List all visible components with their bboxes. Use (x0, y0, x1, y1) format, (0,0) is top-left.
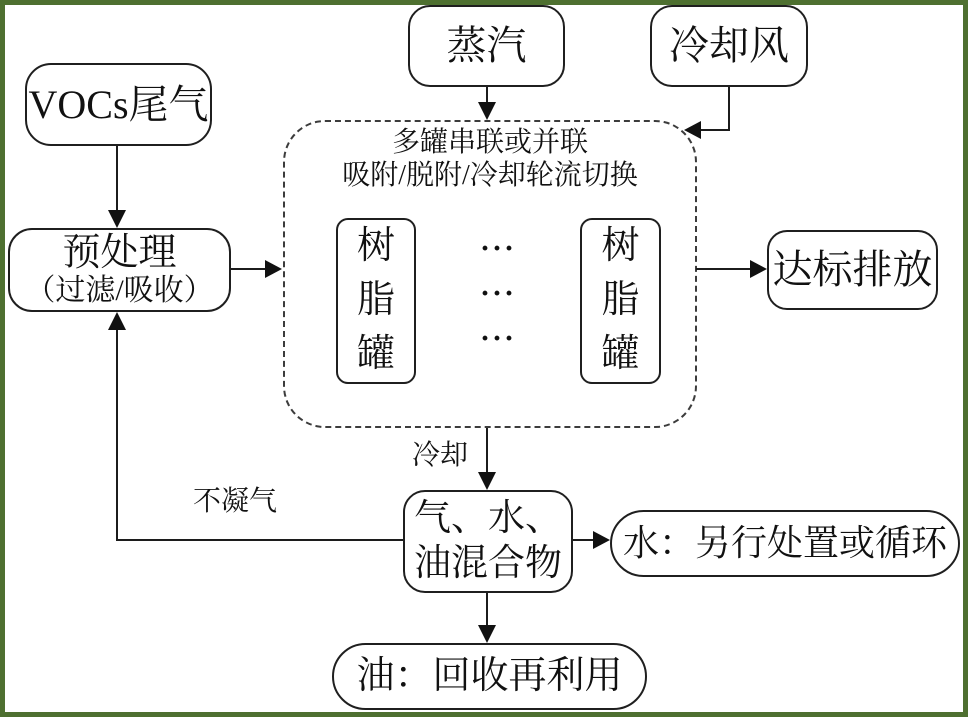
mixture-label-line2: 油混合物 (414, 542, 562, 584)
adsorption-unit-title-line2: 吸附/脱附/冷却轮流切换 (342, 160, 638, 191)
more-tanks-ellipsis (468, 234, 528, 354)
resin-tank-left-node (336, 218, 416, 384)
arrowhead-adsorption-to-discharge (750, 260, 767, 278)
ellipsis-row: ··· (479, 322, 516, 355)
arrowhead-mixture-to-oil (478, 625, 496, 643)
mixture-node (403, 490, 573, 593)
cooling-air-label: 冷却风 (669, 23, 789, 68)
edge-feedback-horizontal (116, 539, 403, 541)
arrowhead-steam-to-adsorption (478, 102, 496, 120)
steam-node (408, 5, 565, 87)
resin-tank-right-node (580, 218, 661, 384)
ellipsis-row: ··· (479, 277, 516, 310)
arrowhead-pretreatment-to-adsorption (265, 260, 282, 278)
vocs-gas-label: VOCs尾气 (28, 81, 209, 127)
arrowhead-feedback-to-pretreatment (108, 312, 126, 330)
edge-adsorption-to-discharge (696, 268, 752, 270)
vocs-gas-node (25, 63, 212, 146)
edge-adsorption-to-mixture (486, 428, 488, 473)
water-out-label: 水：另行处置或循环 (622, 522, 947, 563)
pretreatment-node (8, 228, 231, 312)
adsorption-unit-title-line1: 多罐串联或并联 (391, 127, 588, 158)
discharge-node (767, 230, 938, 310)
arrowhead-vocs-to-pretreatment (108, 210, 126, 228)
water-out-node (610, 510, 960, 577)
edge-feedback-vertical (116, 328, 118, 541)
resin-tank-left-label: 树脂罐 (356, 225, 395, 375)
oil-out-label: 油：回收再利用 (356, 654, 623, 697)
edge-cooling-air-vertical (728, 87, 730, 131)
resin-tank-right-label: 树脂罐 (601, 225, 640, 375)
non-condensable-gas-edge-label: 不凝气 (193, 486, 278, 517)
edge-mixture-to-oil (486, 593, 488, 627)
cooling-air-node (650, 5, 808, 87)
edge-mixture-to-water (573, 539, 595, 541)
pretreatment-label-line2: （过滤/吸收） (25, 274, 214, 308)
steam-label: 蒸汽 (446, 23, 527, 68)
pretreatment-label-line1: 预处理 (62, 231, 177, 274)
discharge-label: 达标排放 (772, 247, 933, 292)
arrowhead-mixture-to-water (593, 531, 610, 549)
edge-cooling-air-horizontal (700, 129, 730, 131)
arrowhead-adsorption-to-mixture (478, 472, 496, 490)
ellipsis-row: ··· (479, 232, 516, 265)
edge-vocs-to-pretreatment (116, 146, 118, 212)
edge-pretreatment-to-adsorption (231, 268, 267, 270)
oil-out-node (332, 643, 647, 710)
mixture-label-line1: 气、水、 (414, 498, 562, 540)
cooling-edge-label: 冷却 (412, 440, 469, 471)
